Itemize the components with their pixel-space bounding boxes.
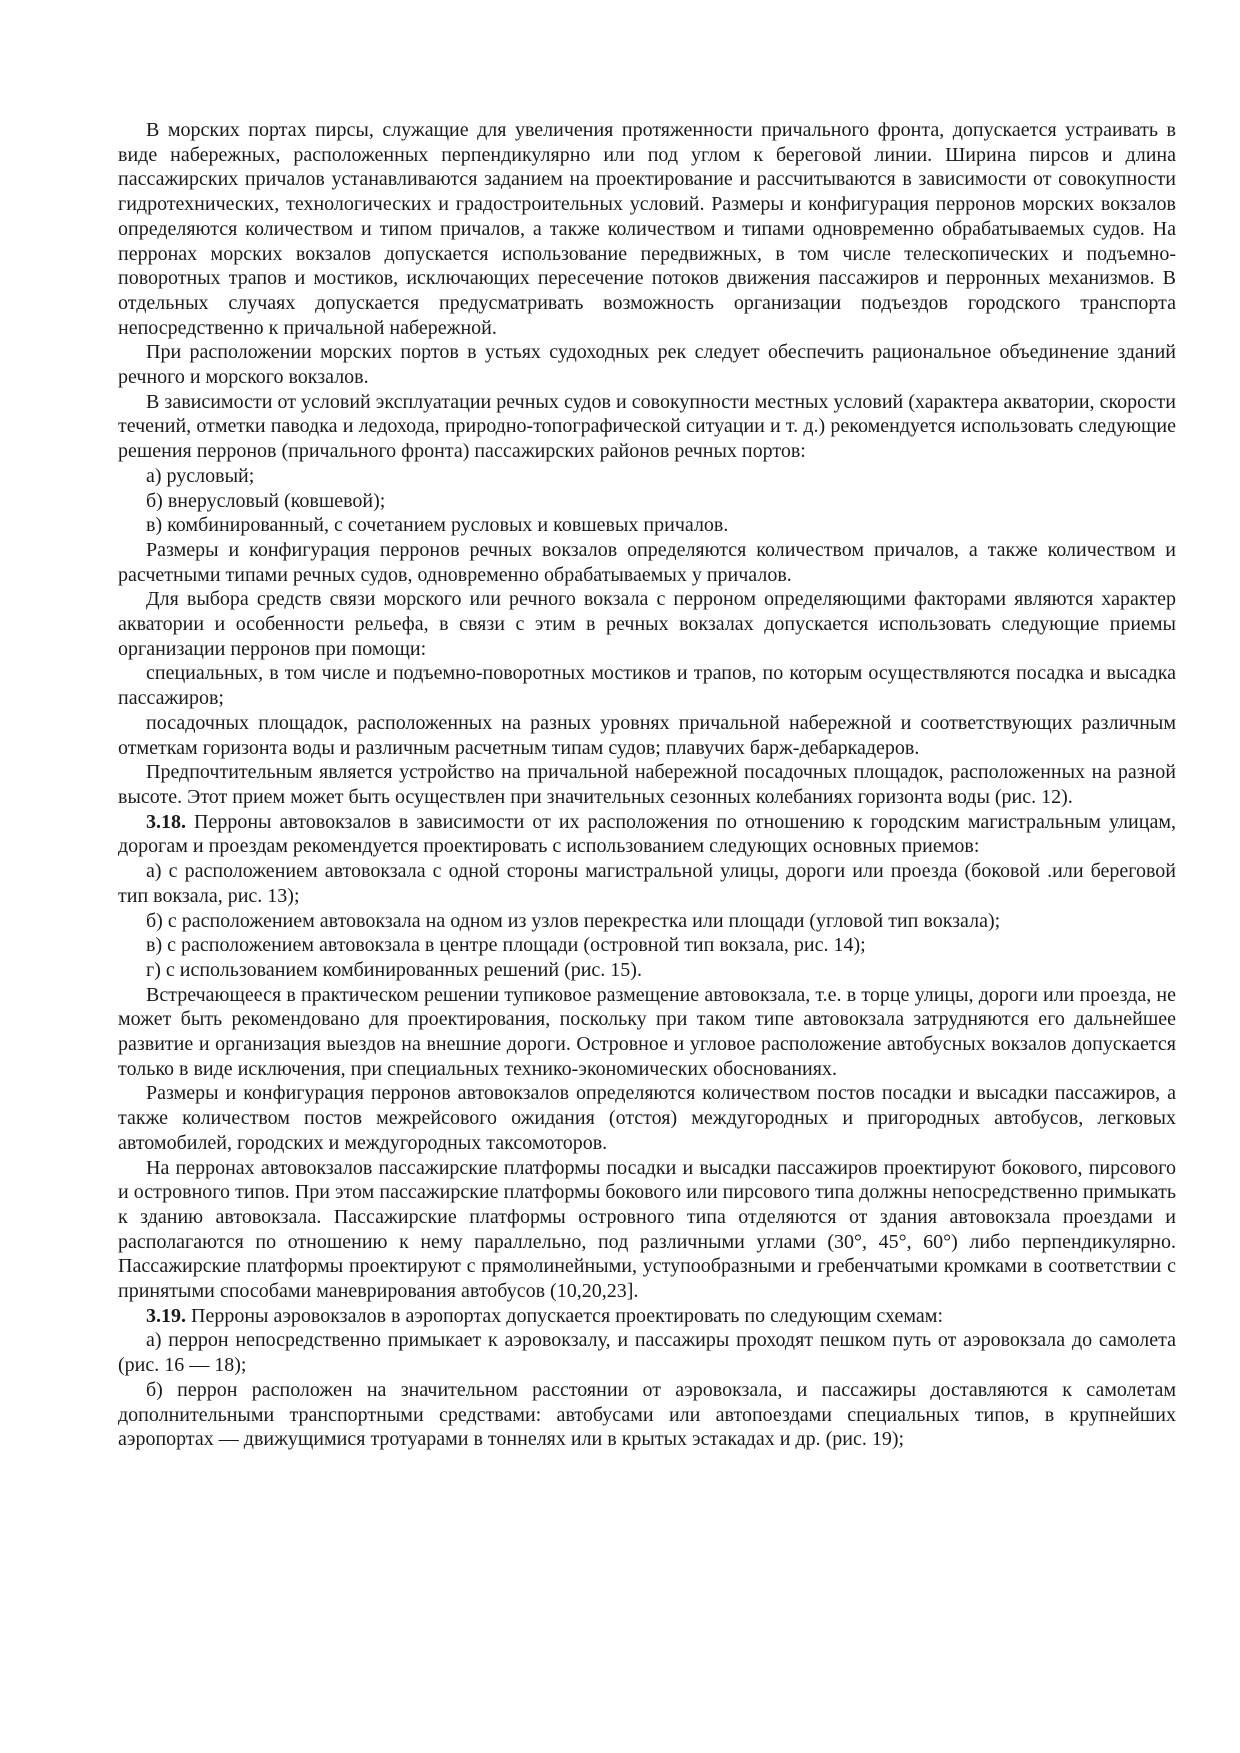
paragraph-sea-port-piers: В морских портах пирсы, служащие для увеличения протяженности причального фронта, допускается устраивать в виде набережных, расположенных перпендикулярно или под углом к береговой линии. Ширина пирсов и длина пассажирских причалов устанавливаются заданием на проектирование и рассчитываются в зависимости от совокупности гидротехнических, технологических и градостроительных условий. Размеры и конфигурация перронов морских вокзалов определяются количеством и типом причалов, а также количеством и типами одновременно обрабатываемых судов. На перронах морских вокзалов допускается использование передвижных, в том числе телескопических и подъемно-поворотных трапов и мостиков, исключающих пересечение потоков движения пассажиров и перронных механизмов. В отдельных случаях допускается предусматривать возможность организации подъездов городского транспорта непосредственно к причальной набережной. (118, 119, 1176, 339)
paragraph-dead-end-placement: Встречающееся в практическом решении тупиковое размещение автовокзала, т.е. в торце улицы, дороги или проезда, не может быть рекомендовано для проектирования, поскольку при таком типе автовокзала затрудняются его дальнейшее развитие и организация выездов на внешние дороги. Островное и угловое расположение автобусных вокзалов допускается только в виде исключения, при специальных технико-экономических обоснованиях. (118, 983, 1176, 1080)
document-page (118, 118, 1176, 1452)
section-number: 3.18. (146, 810, 186, 833)
list-item-off-channel: б) внерусловый (ковшевой); (146, 489, 386, 512)
list-item-boarding-platforms: посадочных площадок, расположенных на разных уровнях причальной набережной и соответствующих различным отметкам горизонта воды и различным расчетным типам судов; плавучих барж-дебаркадеров. (118, 711, 1176, 759)
section-text: Перроны автовокзалов в зависимости от их расположения по отношению к городским магистральным улицам, дорогам и проездам рекомендуется проектировать с использованием следующих основных приемов: (118, 810, 1176, 858)
list-item-adjacent-apron: а) перрон непосредственно примыкает к аэровокзалу, и пассажиры проходят пешком путь от аэровокзала до самолета (рис. 16 — 18); (118, 1329, 1176, 1377)
list-item-island-type: в) с расположением автовокзала в центре площади (островной тип вокзала, рис. 14); (146, 934, 866, 957)
section-3-19 (118, 1304, 1176, 1329)
paragraph-river-apron-size: Размеры и конфигурация перронов речных вокзалов определяются количеством причалов, а также количеством и расчетными типами речных судов, одновременно обрабатываемых у причалов. (118, 538, 1176, 586)
paragraph-preferred-arrangement: Предпочтительным является устройство на причальной набережной посадочных площадок, расположенных на разной высоте. Этот прием может быть осуществлен при значительных сезонных колебаниях горизонта воды (рис. 12). (118, 761, 1176, 808)
section-number: 3.19. (146, 1304, 186, 1327)
list-item-combined: в) комбинированный, с сочетанием русловых и ковшевых причалов. (146, 514, 729, 537)
paragraph-connection-means: Для выбора средств связи морского или речного вокзала с перроном определяющими факторами являются характер акватории и особенности рельефа, в связи с этим в речных вокзалах допускается использовать следующие приемы организации перронов при помощи: (118, 588, 1176, 660)
list-item-corner-type: б) с расположением автовокзала на одном из узлов перекрестка или площади (угловой тип вокзала); (146, 909, 1001, 932)
list-item-side-type: а) с расположением автовокзала с одной стороны магистральной улицы, дороги или проезда (боковой .или береговой тип вокзала, рис. 13); (118, 860, 1176, 907)
paragraph-bus-platforms: На перронах автовокзалов пассажирские платформы посадки и высадки пассажиров проектируют бокового, пирсового и островного типов. При этом пассажирские платформы бокового или пирсового типа должны непосредственно примыкать к зданию автовокзала. Пассажирские платформы островного типа отделяются от здания автовокзала проездами и располагаются по отношению к нему параллельно, под различными углами (30°, 45°, 60°) либо перпендикулярно. Пассажирские платформы проектируют с прямолинейными, уступообразными и гребенчатыми кромками в соответствии с принятыми способами маневрирования автобусов (10,20,23]. (118, 1156, 1176, 1303)
list-item-channel: а) русловый; (146, 464, 255, 487)
paragraph-bus-apron-size: Размеры и конфигурация перронов автовокзалов определяются количеством постов посадки и высадки пассажиров, а также количеством постов межрейсового ожидания (отстоя) междугородных и пригородных автобусов, легковых автомобилей, городских и междугородных таксомоторов. (118, 1082, 1176, 1154)
list-item-combined-solutions: г) с использованием комбинированных решений (рис. 15). (146, 958, 642, 981)
section-3-18 (118, 810, 1176, 859)
list-item-bridges-ramps: специальных, в том числе и подъемно-поворотных мостиков и трапов, по которым осуществляются посадка и высадка пассажиров; (118, 662, 1176, 710)
paragraph-river-mouth-ports: При расположении морских портов в устьях судоходных рек следует обеспечить рациональное объединение зданий речного и морского вокзалов. (118, 341, 1176, 389)
list-item-remote-apron: б) перрон расположен на значительном расстоянии от аэровокзала, и пассажиры доставляются к самолетам дополнительными транспортными средствами: автобусами или автопоездами специальных типов, в крупнейших аэропортах — движущимися тротуарами в тоннелях или в крытых эстакадах и др. (рис. 19); (118, 1378, 1176, 1451)
paragraph-river-port-conditions: В зависимости от условий эксплуатации речных судов и совокупности местных условий (характера акватории, скорости течений, отметки паводка и ледохода, природно-топографической ситуации и т. д.) рекомендуется использовать следующие решения перронов (причального фронта) пассажирских районов речных портов: (118, 390, 1176, 463)
section-text: Перроны аэровокзалов в аэропортах допускается проектировать по следующим схемам: (186, 1304, 944, 1327)
